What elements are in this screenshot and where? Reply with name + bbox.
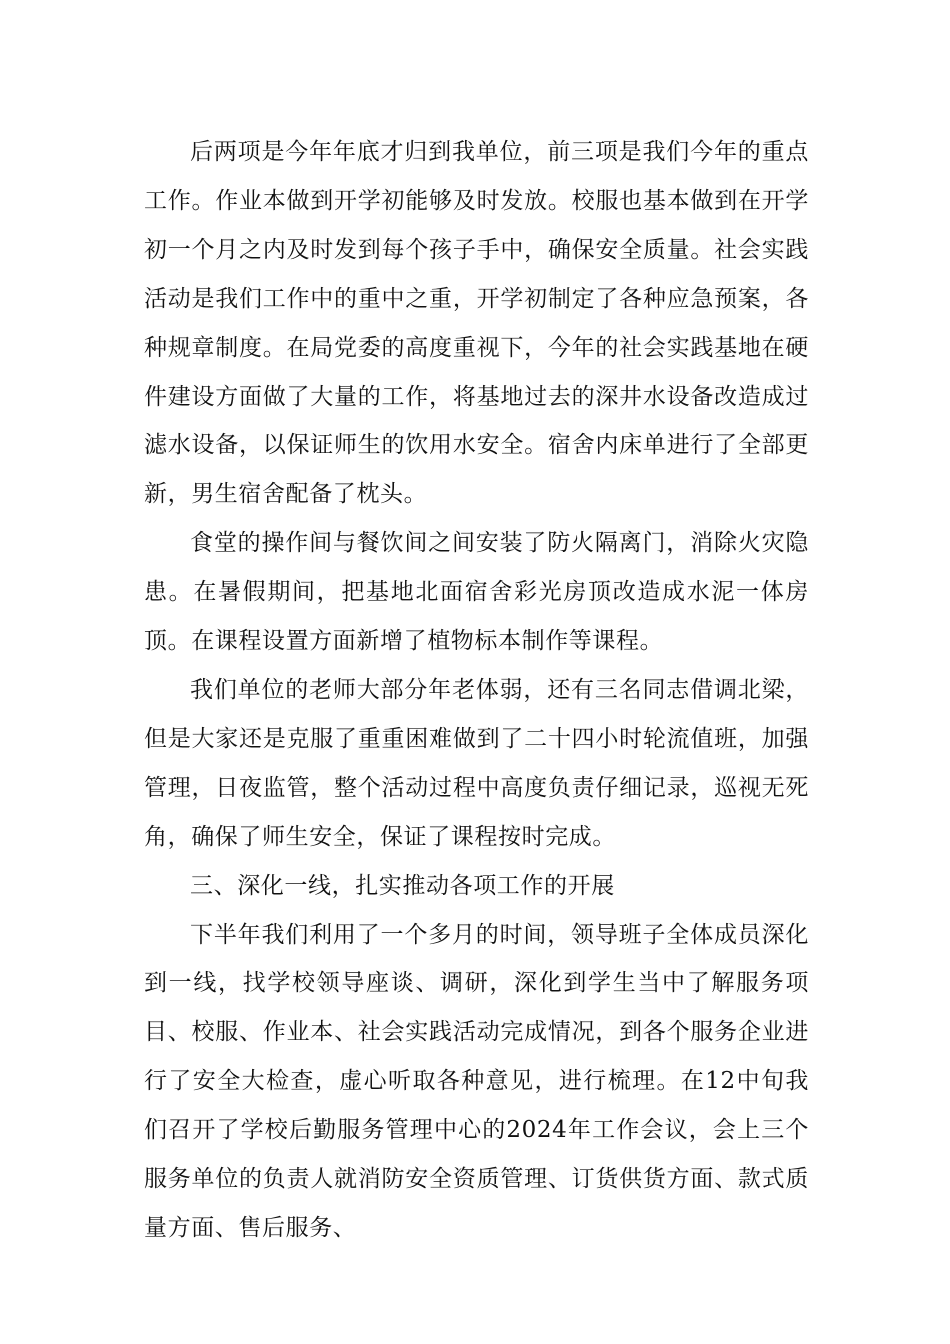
section-heading: 三、深化一线，扎实推动各项工作的开展	[190, 872, 615, 899]
paragraph-4: 下半年我们利用了一个多月的时间，领导班子全体成员深化到一线，找学校领导座谈、调研，深化到学生当中了解服务项目、校服、作业本、社会实践活动完成情况，到各个服务企业进行了安全大检查，虚心听取各种意见，进行梳理。在12中旬我们召开了学校后勤服务管理中心的2024年工作会议，会上三个服务单位的负责人就消防安全资质管理、订货供货方面、款式质量方面、售后服务、	[144, 921, 809, 1241]
paragraph-3: 我们单位的老师大部分年老体弱，还有三名同志借调北梁，但是大家还是克服了重重困难做到了二十四小时轮流值班，加强管理，日夜监管，整个活动过程中高度负责仔细记录，巡视无死角，确保了师生安全，保证了课程按时完成。	[144, 676, 809, 850]
paragraph-1: 后两项是今年年底才归到我单位，前三项是我们今年的重点工作。作业本做到开学初能够及时发放。校服也基本做到在开学初一个月之内及时发到每个孩子手中，确保安全质量。社会实践活动是我们工作中的重中之重，开学初制定了各种应急预案，各种规章制度。在局党委的高度重视下，今年的社会实践基地在硬件建设方面做了大量的工作，将基地过去的深井水设备改造成过滤水设备，以保证师生的饮用水安全。宿舍内床单进行了全部更新，男生宿舍配备了枕头。	[144, 139, 809, 508]
paragraph-2: 食堂的操作间与餐饮间之间安装了防火隔离门，消除火灾隐患。在暑假期间，把基地北面宿舍彩光房顶改造成水泥一体房顶。在课程设置方面新增了植物标本制作等课程。	[144, 530, 809, 655]
document-body	[144, 128, 809, 1253]
